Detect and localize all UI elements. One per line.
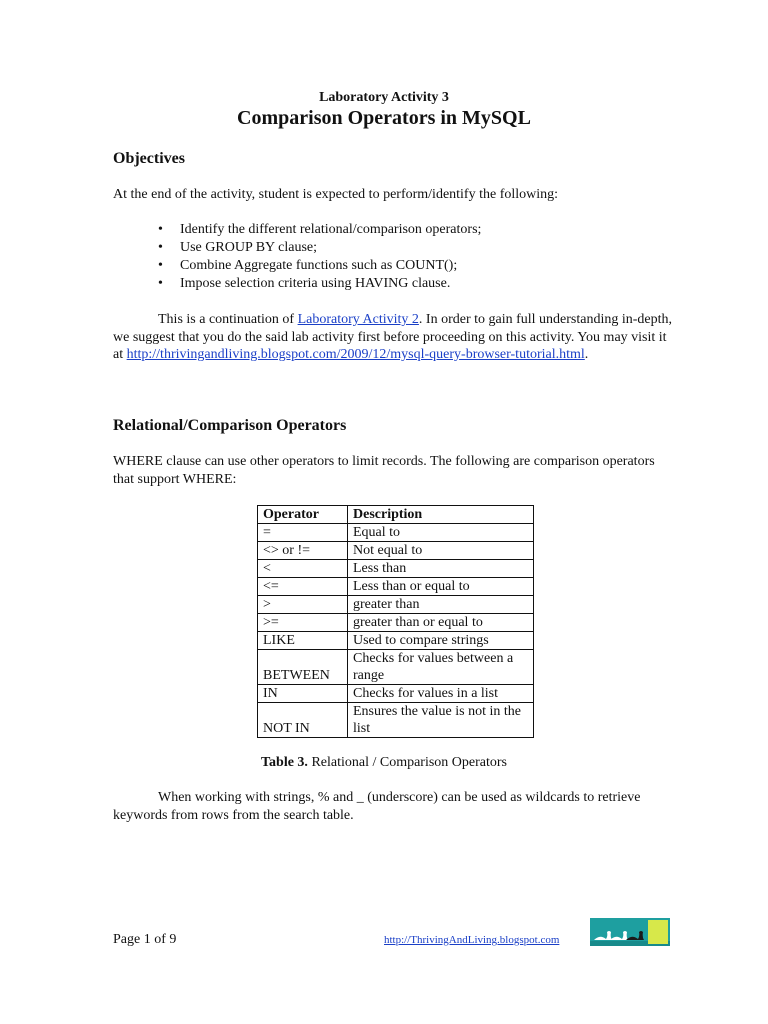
operator-cell: <> or != xyxy=(258,542,348,560)
operator-cell: IN xyxy=(258,685,348,703)
description-cell: Less than or equal to xyxy=(348,578,534,596)
description-cell: Not equal to xyxy=(348,542,534,560)
description-cell: Used to compare strings xyxy=(348,632,534,650)
operator-cell: > xyxy=(258,596,348,614)
objectives-heading: Objectives xyxy=(113,150,185,167)
table-row xyxy=(258,524,534,542)
operator-cell: >= xyxy=(258,614,348,632)
operator-cell: = xyxy=(258,524,348,542)
operator-cell: < xyxy=(258,560,348,578)
table-row xyxy=(258,560,534,578)
continuation-paragraph: This is a continuation of Laboratory Activity 2. In order to gain full understanding in-depth, we suggest that you do the said lab activity first before proceeding on this activity. You may visit it at http://thrivingandliving.blogspot.com/2009/12/mysql-query-browser-tutorial.html. xyxy=(113,312,673,362)
description-column-header: Description xyxy=(348,506,534,524)
description-cell: Less than xyxy=(348,560,534,578)
page-number: Page 1 of 9 xyxy=(113,932,177,947)
description-cell: Checks for values between a range xyxy=(348,650,534,685)
table-row xyxy=(258,614,534,632)
operator-column-header: Operator xyxy=(258,506,348,524)
operator-cell: LIKE xyxy=(258,632,348,650)
page-title: Comparison Operators in MySQL xyxy=(237,107,531,129)
operators-heading: Relational/Comparison Operators xyxy=(113,417,347,434)
table-caption xyxy=(0,755,768,771)
list-item: • Combine Aggregate functions such as COUNT(); xyxy=(158,258,458,273)
objectives-list xyxy=(155,221,481,293)
table-caption-text: Relational / Comparison Operators xyxy=(307,755,508,770)
table-row xyxy=(258,596,534,614)
tutorial-url-link[interactable]: http://thrivingandliving.blogspot.com/2009/12/mysql-query-browser-tutorial.html xyxy=(126,347,585,362)
table-row xyxy=(258,578,534,596)
operators-table xyxy=(257,505,534,738)
description-cell: greater than xyxy=(348,596,534,614)
operator-cell: NOT IN xyxy=(258,703,348,738)
wildcards-paragraph: When working with strings, % and _ (underscore) can be used as wildcards to retrieve keywords from rows from the search table. xyxy=(113,790,641,823)
operators-intro: WHERE clause can use other operators to limit records. The following are comparison operators that support WHERE: xyxy=(113,454,655,487)
objectives-intro: At the end of the activity, student is expected to perform/identify the following: xyxy=(113,187,559,202)
description-cell: Ensures the value is not in the list xyxy=(348,703,534,738)
list-item: • Impose selection criteria using HAVING clause. xyxy=(158,276,451,291)
table-caption-label: Table 3. xyxy=(260,755,308,770)
table-row xyxy=(258,685,534,703)
table-row xyxy=(258,650,534,685)
table-header-row xyxy=(258,506,534,524)
list-item: • Identify the different relational/comparison operators; xyxy=(158,222,482,237)
description-cell: Checks for values in a list xyxy=(348,685,534,703)
table-row xyxy=(258,632,534,650)
table-row xyxy=(258,703,534,738)
bullet-icon: • xyxy=(158,276,163,291)
footer-blog-link[interactable]: http://ThrivingAndLiving.blogspot.com xyxy=(384,934,560,946)
description-cell: Equal to xyxy=(348,524,534,542)
blog-logo xyxy=(590,918,670,946)
activity-subtitle: Laboratory Activity 3 xyxy=(319,90,449,105)
bullet-icon: • xyxy=(158,258,163,273)
lab-activity-2-link[interactable]: Laboratory Activity 2 xyxy=(297,312,419,327)
table-row xyxy=(258,542,534,560)
operator-cell: <= xyxy=(258,578,348,596)
list-item: • Use GROUP BY clause; xyxy=(158,240,318,255)
bullet-icon: • xyxy=(158,222,163,237)
bullet-icon: • xyxy=(158,240,163,255)
logo-badge xyxy=(648,920,668,944)
description-cell: greater than or equal to xyxy=(348,614,534,632)
operator-cell: BETWEEN xyxy=(258,650,348,685)
